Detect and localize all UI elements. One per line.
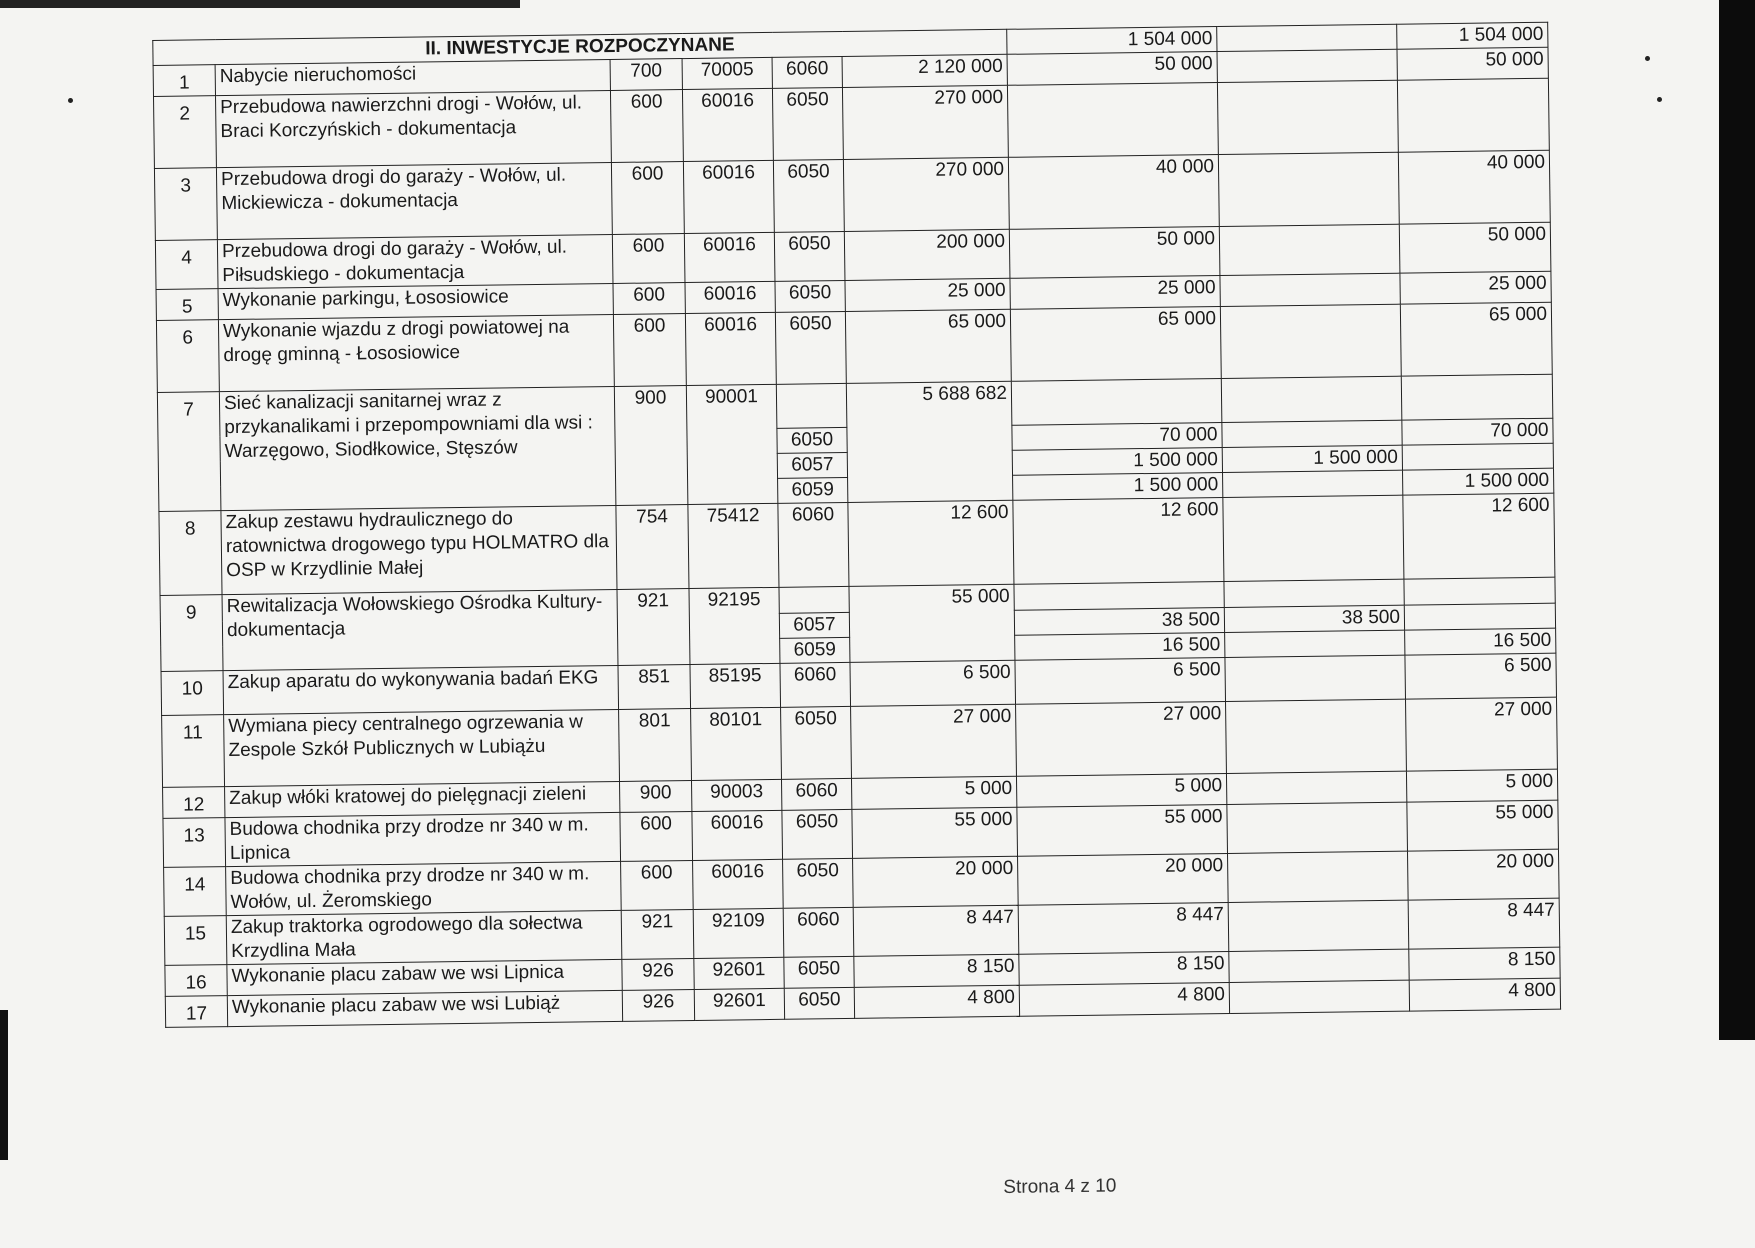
amount-c1: 4 800: [1019, 982, 1229, 1016]
total-value: 8 447: [853, 905, 1019, 956]
total-value: 270 000: [842, 85, 1008, 159]
paragraf-code: 6050: [784, 987, 854, 1019]
investment-name: Sieć kanalizacji sanitarnej wraz z przykanalikami i przepompowniami dla wsi : Warzęgowo, Siodłkowice, Stęszów: [219, 386, 616, 510]
amount-c2: [1217, 80, 1398, 154]
dzial-code: 600: [621, 860, 694, 910]
paragraf-code: 6057: [777, 452, 847, 478]
amount-c2: [1229, 980, 1409, 1013]
total-value: 5 688 682: [846, 381, 1013, 502]
amount-c2: 38 500: [1224, 605, 1404, 632]
investment-name: Wykonanie placu zabaw we wsi Lubiąż: [227, 990, 622, 1026]
investment-name: Zakup aparatu do wykonywania badań EKG: [223, 665, 619, 714]
row-number: 14: [164, 867, 227, 917]
paragraf-code: 6059: [778, 477, 848, 503]
amount-c2: [1220, 273, 1400, 306]
rozdzial-code: 60016: [692, 810, 783, 860]
amount-c1: 27 000: [1016, 702, 1227, 777]
amount-c3: [1401, 374, 1553, 420]
row-number: 13: [163, 818, 226, 868]
amount-c1: [1014, 582, 1224, 611]
amount-c1: 50 000: [1007, 52, 1217, 86]
paragraf-code: 6050: [774, 231, 845, 281]
amount-c3: 16 500: [1405, 628, 1556, 655]
row-number: 5: [156, 289, 218, 321]
amount-c1: 55 000: [1017, 804, 1228, 856]
rozdzial-code: 70005: [682, 57, 772, 89]
investment-name: Przebudowa drogi do garaży - Wołów, ul. Piłsudskiego - dokumentacja: [217, 234, 613, 288]
amount-c2: [1228, 900, 1409, 951]
total-value: 5 000: [851, 776, 1016, 809]
total-value: 6 500: [850, 660, 1016, 706]
rozdzial-code: 60016: [685, 281, 775, 313]
total-value: 55 000: [849, 584, 1015, 662]
amount-c3: [1402, 443, 1553, 470]
investment-name: Przebudowa drogi do garaży - Wołów, ul. Mickiewicza - dokumentacja: [216, 162, 612, 239]
total-value: 4 800: [854, 985, 1019, 1018]
amount-c3: 40 000: [1398, 150, 1550, 224]
amount-c3: 50 000: [1399, 222, 1551, 273]
total-value: 2 120 000: [842, 54, 1007, 87]
paragraf-code: 6050: [783, 858, 854, 908]
dzial-code: 600: [610, 90, 683, 163]
amount-c3: 8 150: [1409, 947, 1560, 980]
amount-c3: 55 000: [1407, 800, 1559, 851]
amount-c2: [1220, 304, 1401, 378]
scan-speck: [1657, 97, 1662, 102]
total-value: 270 000: [843, 157, 1009, 231]
amount-c3: 6 500: [1405, 653, 1557, 699]
row-number: 4: [155, 240, 218, 290]
amount-c1: 8 447: [1018, 902, 1229, 954]
amount-c2: [1217, 49, 1397, 82]
total-value: 12 600: [848, 500, 1014, 586]
amount-c1: 38 500: [1014, 608, 1224, 636]
investment-name: Budowa chodnika przy drodze nr 340 w m. Wołów, ul. Żeromskiego: [226, 861, 622, 915]
investment-name: Przebudowa nawierzchni drogi - Wołów, ul. Braci Korczyńskich - dokumentacja: [215, 91, 611, 168]
rozdzial-code: 80101: [691, 707, 782, 780]
dzial-code: 900: [614, 386, 688, 506]
row-number: 15: [164, 916, 227, 966]
amount-c2: [1227, 802, 1408, 853]
amount-c1: [1007, 83, 1218, 158]
amount-c2: [1226, 771, 1406, 804]
row-number: 3: [154, 168, 217, 241]
paragraf-code: 6050: [782, 809, 853, 859]
total-value: 55 000: [852, 807, 1018, 858]
investment-name: Zakup traktorka ogrodowego dla sołectwa Krzydlina Mała: [226, 910, 622, 964]
amount-c2: [1219, 224, 1400, 275]
row-number: 2: [154, 96, 217, 169]
dzial-code: 600: [613, 283, 685, 315]
total-value: 20 000: [853, 856, 1019, 907]
row-number: 8: [159, 511, 222, 596]
header-total-c3: 1 504 000: [1397, 22, 1548, 49]
dzial-code: 921: [621, 909, 694, 959]
dzial-code: 600: [613, 314, 686, 387]
investment-name: Zakup zestawu hydraulicznego do ratownictwa drogowego typu HOLMATRO dla OSP w Krzydlinie Małej: [221, 505, 617, 594]
paragraf-code: 6050: [772, 87, 843, 160]
dzial-code: 700: [610, 59, 682, 91]
rozdzial-code: 92195: [689, 587, 780, 664]
paragraf-code: 6057: [779, 612, 849, 638]
scan-edge-top: [0, 0, 520, 8]
paragraf-code: 6050: [775, 280, 845, 312]
table-body: [153, 47, 1561, 1027]
amount-c1: 65 000: [1010, 307, 1221, 382]
dzial-code: 851: [618, 665, 691, 710]
amount-c1: 50 000: [1009, 227, 1220, 279]
amount-c2: [1229, 949, 1409, 982]
section-title: II. INWESTYCJE ROZPOCZYNANE: [153, 29, 1007, 65]
amount-c3: [1397, 78, 1549, 152]
investment-name: Zakup włóki kratowej do pielęgnacji zieleni: [225, 781, 620, 817]
amount-c1: 6 500: [1015, 658, 1226, 705]
row-number: 6: [156, 320, 219, 393]
rozdzial-code: 90003: [692, 779, 782, 811]
amount-c3: 65 000: [1400, 302, 1552, 376]
dzial-code: 600: [611, 162, 684, 235]
amount-c2: [1224, 579, 1404, 607]
document-page: [152, 1, 1587, 1198]
amount-c1: 12 600: [1013, 498, 1224, 585]
amount-c2: [1223, 495, 1404, 581]
amount-c3: 1 500 000: [1403, 468, 1554, 495]
total-value: 200 000: [844, 229, 1010, 280]
dzial-code: 926: [622, 958, 694, 990]
paragraf-code: 6050: [775, 311, 846, 384]
amount-c1: [1011, 379, 1222, 426]
amount-c2: [1218, 152, 1399, 226]
row-number: 1: [153, 65, 215, 97]
scan-speck: [68, 98, 73, 103]
amount-c1: 8 150: [1019, 951, 1229, 985]
row-number: 7: [157, 392, 221, 512]
investment-name: Nabycie nieruchomości: [215, 60, 610, 96]
row-number: 16: [165, 965, 227, 997]
rozdzial-code: 60016: [684, 232, 775, 282]
amount-c2: [1221, 376, 1402, 422]
investment-name: Wykonanie wjazdu z drogi powiatowej na drogę gminną - Łososiowice: [218, 314, 614, 391]
amount-c3: 5 000: [1406, 769, 1557, 802]
investment-name: Budowa chodnika przy drodze nr 340 w m. Lipnica: [225, 812, 621, 866]
paragraf-code: 6060: [783, 907, 854, 957]
dzial-code: 754: [616, 505, 689, 590]
amount-c3: [1404, 603, 1555, 630]
paragraf-code: 6060: [780, 662, 851, 707]
paragraf-code: 6050: [777, 427, 847, 453]
dzial-code: 801: [619, 709, 692, 782]
amount-c3: 20 000: [1408, 849, 1560, 900]
amount-c2: [1228, 851, 1409, 902]
rozdzial-code: 60016: [682, 88, 773, 161]
rozdzial-code: 92601: [694, 988, 784, 1020]
amount-c3: 12 600: [1403, 493, 1555, 579]
dzial-code: 600: [612, 234, 685, 284]
investment-name: Rewitalizacja Wołowskiego Ośrodka Kultury- dokumentacja: [222, 589, 618, 670]
dzial-code: 900: [620, 781, 692, 813]
investments-table: [152, 22, 1561, 1028]
paragraf-code: 6060: [781, 778, 851, 810]
paragraf-code: 6050: [773, 159, 844, 232]
amount-c2: [1226, 699, 1407, 773]
row-number: 10: [161, 671, 224, 716]
amount-c3: [1404, 577, 1555, 605]
rozdzial-code: 60016: [693, 859, 784, 909]
amount-c2: [1223, 470, 1403, 497]
header-total-c1: 1 504 000: [1007, 27, 1217, 55]
amount-c3: 8 447: [1408, 898, 1560, 949]
total-value: 65 000: [845, 309, 1011, 383]
amount-c1: 40 000: [1008, 155, 1219, 230]
amount-c1: 1 500 000: [1013, 473, 1223, 501]
total-value: 25 000: [845, 278, 1010, 311]
amount-c3: 70 000: [1402, 418, 1553, 445]
page-number: Strona 4 z 10: [1003, 1175, 1117, 1198]
rozdzial-code: 75412: [688, 503, 779, 588]
amount-c2: [1222, 420, 1402, 447]
amount-c1: 16 500: [1015, 633, 1225, 661]
scan-edge-left: [0, 1010, 8, 1160]
scan-edge-right: [1719, 0, 1755, 1040]
rozdzial-code: 60016: [685, 312, 776, 385]
row-number: 9: [160, 595, 223, 672]
dzial-code: 926: [622, 989, 694, 1021]
investment-name: Wykonanie placu zabaw we wsi Lipnica: [227, 959, 622, 995]
rozdzial-code: 90001: [686, 384, 778, 504]
amount-c1: 25 000: [1010, 276, 1220, 310]
amount-c1: 1 500 000: [1012, 448, 1222, 476]
dzial-code: 921: [617, 589, 690, 666]
paragraf-code: 6059: [780, 637, 850, 663]
total-value: 27 000: [851, 704, 1017, 778]
rozdzial-code: 92109: [693, 908, 784, 958]
paragraf-code: 6050: [781, 706, 852, 779]
total-value: 8 150: [854, 954, 1019, 987]
amount-c3: 27 000: [1406, 697, 1558, 771]
amount-c1: 70 000: [1012, 423, 1222, 451]
paragraf-code: 6050: [784, 956, 854, 988]
paragraf-code: [776, 383, 847, 428]
rozdzial-code: 92601: [694, 957, 784, 989]
header-empty-c2: [1217, 24, 1397, 51]
amount-c2: [1225, 655, 1406, 701]
rozdzial-code: 60016: [683, 160, 774, 233]
dzial-code: 600: [620, 812, 693, 862]
rozdzial-code: 85195: [690, 663, 781, 708]
paragraf-code: 6060: [772, 56, 842, 88]
amount-c3: 4 800: [1409, 978, 1560, 1011]
row-number: 12: [163, 787, 225, 819]
row-number: 17: [165, 996, 227, 1028]
investment-name: Wykonanie parkingu, Łososiowice: [218, 283, 613, 319]
paragraf-code: [779, 586, 849, 613]
amount-c2: 1 500 000: [1222, 445, 1402, 472]
amount-c2: [1225, 630, 1405, 657]
scan-speck: [1645, 56, 1650, 61]
amount-c1: 20 000: [1018, 853, 1229, 905]
row-number: 11: [162, 715, 225, 788]
amount-c3: 50 000: [1397, 47, 1548, 80]
amount-c3: 25 000: [1400, 271, 1551, 304]
paragraf-code: 6060: [778, 502, 849, 587]
investment-name: Wymiana piecy centralnego ogrzewania w Zespole Szkół Publicznych w Lubiążu: [224, 709, 620, 786]
amount-c1: 5 000: [1017, 773, 1227, 807]
